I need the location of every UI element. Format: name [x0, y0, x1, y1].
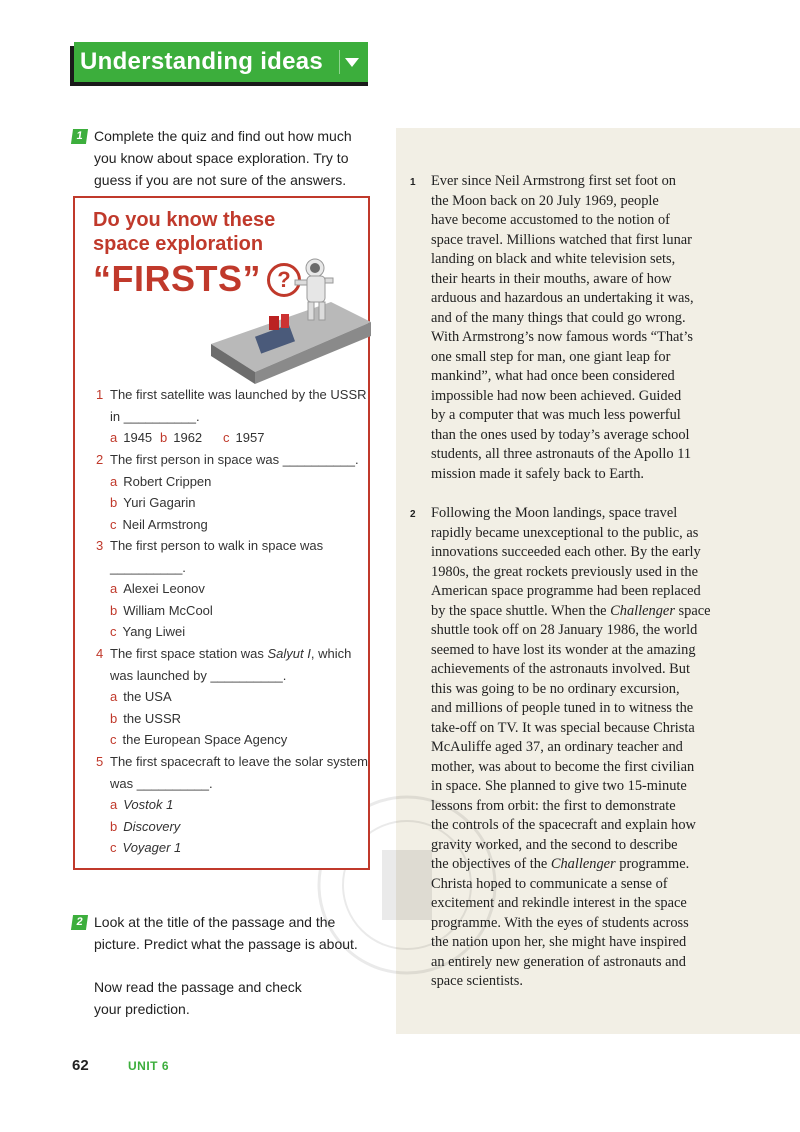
question-number: 4: [96, 646, 104, 661]
question-text: was __________.: [110, 775, 213, 791]
instruction-line: Now read the passage and check: [94, 979, 302, 995]
instruction-line: picture. Predict what the passage is about.: [94, 936, 358, 952]
passage-line: by a computer that was much less powerful: [431, 407, 681, 423]
answer-option[interactable]: b Yuri Gagarin: [110, 495, 196, 511]
question-text: The first space station was Salyut I, which: [110, 646, 352, 661]
answer-option[interactable]: c Yang Liwei: [110, 624, 186, 640]
question-number: 2: [96, 452, 104, 467]
passage-line: American space programme had been replaced: [431, 583, 701, 599]
answer-option[interactable]: a the USA: [110, 689, 172, 705]
passage-line: and millions of people tuned in to witness the: [431, 700, 694, 716]
instruction-line: Complete the quiz and find out how much: [94, 128, 352, 144]
passage-line: the controls of the spacecraft and explain how: [431, 817, 696, 833]
question-text: The first person in space was __________.: [110, 452, 359, 467]
passage-line: take-off on TV. It was special because Christa: [431, 719, 695, 736]
passage-line: space travel. Millions watched that first lunar: [431, 231, 692, 248]
passage-paragraph-1: [410, 172, 731, 484]
passage-line: landing on black and white television sets,: [431, 251, 676, 267]
passage-line: the Moon back on 20 July 1969, people: [431, 192, 659, 209]
unit-label: UNIT 6: [128, 1059, 170, 1073]
passage-line: Christa hoped to communicate a sense of: [431, 875, 668, 892]
passage-line: have become accustomed to the notion of: [431, 212, 670, 228]
instruction-line: Look at the title of the passage and the: [94, 914, 336, 930]
quiz-title-line: space exploration: [93, 233, 264, 255]
question-text: The first spacecraft to leave the solar system: [110, 754, 368, 769]
passage-line: lessons from orbit: the first to demonstrate: [431, 797, 676, 814]
passage-line: mother, was about to become the first civilian: [431, 758, 695, 775]
step-1-badge: 1: [71, 129, 88, 144]
passage-line: and of the many things that could go wrong.: [431, 309, 686, 326]
passage-line: gravity worked, and the second to describe: [431, 836, 678, 853]
passage-line: With Armstrong’s now famous words “That’s: [431, 329, 694, 345]
passage-line: than the ones used by today’s average school: [431, 426, 690, 443]
quiz-box: [73, 196, 370, 870]
passage-paragraph-2: [410, 504, 731, 992]
passage-line: by the space shuttle. When the Challenger space: [431, 602, 711, 619]
instruction-line: your prediction.: [94, 1001, 190, 1017]
passage-line: impossible had now been achieved. Guided: [431, 387, 682, 404]
answer-option[interactable]: a Alexei Leonov: [110, 581, 205, 597]
step-3-instruction: [94, 976, 384, 1020]
answer-option[interactable]: b the USSR: [110, 710, 182, 726]
instruction-line: guess if you are not sure of the answers.: [94, 172, 347, 188]
question-number: 1: [96, 387, 104, 402]
answer-option[interactable]: b Discovery: [110, 818, 181, 834]
page-number: 62: [72, 1057, 89, 1074]
step-2-badge: 2: [71, 915, 88, 930]
answer-option[interactable]: c the European Space Agency: [110, 732, 288, 748]
passage-line: in space. She planned to give two 15-minute: [431, 778, 687, 794]
passage-line: Following the Moon landings, space travel: [431, 505, 678, 521]
question-number: 3: [96, 538, 104, 553]
passage-line: an entirely new generation of astronauts and: [431, 953, 686, 970]
astronaut-moon-illustration: [211, 244, 371, 384]
passage-line: programme. With the eyes of students across: [431, 914, 689, 931]
passage-line: shuttle took off on 28 January 1986, the world: [431, 622, 698, 638]
quiz-title-line: Do you know these: [93, 209, 276, 231]
answer-option[interactable]: a 1945: [110, 430, 153, 446]
passage-line: achievements of the astronauts involved. But: [431, 661, 690, 677]
question-text: in __________.: [110, 408, 200, 424]
answer-option[interactable]: c Neil Armstrong: [110, 516, 208, 532]
passage-line: mission made it safely back to Earth.: [431, 465, 645, 482]
answer-option[interactable]: c 1957: [223, 430, 265, 446]
question-text: was launched by __________.: [110, 667, 287, 683]
quiz-title-firsts: “FIRSTS”: [93, 258, 262, 299]
section-title: Understanding ideas: [80, 48, 324, 75]
passage-line: McAuliffe aged 37, an ordinary teacher and: [431, 739, 683, 755]
italic-title: Challenger: [610, 602, 675, 619]
section-banner: [70, 42, 368, 84]
question-text: __________.: [110, 559, 186, 575]
passage-line: arduous and hazardous an undertaking it was,: [431, 290, 694, 306]
passage-line: Ever since Neil Armstrong first set foot on: [431, 173, 676, 189]
answer-option[interactable]: b William McCool: [110, 602, 213, 618]
dropdown-toggle[interactable]: [339, 50, 364, 74]
step-2-instruction: [94, 911, 384, 955]
italic-title: Challenger: [550, 856, 616, 872]
passage-line: students, all three astronauts of the Apollo 11: [431, 446, 692, 462]
question-text: The first person to walk in space was: [110, 538, 324, 553]
answer-option[interactable]: a Vostok 1: [110, 797, 174, 813]
passage-line: innovations succeeded each other. By the early: [431, 544, 701, 560]
passage-line: space scientists.: [431, 973, 523, 989]
passage-line: 1980s, the great rockets previously used in the: [431, 563, 698, 580]
passage-line: this was going to be no ordinary excursion,: [431, 680, 680, 697]
passage-line: rapidly became unexceptional to the public, as: [431, 524, 699, 541]
answer-option[interactable]: b 1962: [160, 430, 203, 446]
passage-line: one small step for man, one giant leap for: [431, 348, 671, 365]
step-1-instruction: [94, 125, 384, 191]
passage-line: the nation upon her, she might have inspired: [431, 934, 687, 950]
passage-line: seemed to have lost its wonder at the amazing: [431, 641, 696, 658]
question-number: 5: [96, 754, 104, 769]
answer-option[interactable]: c Voyager 1: [110, 840, 182, 856]
paragraph-number: 2: [410, 509, 416, 520]
passage-line: the objectives of the Challenger programme.: [431, 856, 690, 872]
question-text: The first satellite was launched by the USSR: [110, 387, 367, 402]
paragraph-number: 1: [410, 177, 416, 188]
chevron-down-icon: [345, 58, 359, 67]
passage-line: their hearts in their mouths, aware of how: [431, 270, 672, 287]
answer-option[interactable]: a Robert Crippen: [110, 473, 212, 489]
passage-line: mankind”, what had once been considered: [431, 368, 675, 384]
question-mark-icon: ?: [267, 263, 301, 297]
passage-line: excitement and rekindle interest in the space: [431, 895, 687, 911]
instruction-line: you know about space exploration. Try to: [94, 150, 349, 166]
